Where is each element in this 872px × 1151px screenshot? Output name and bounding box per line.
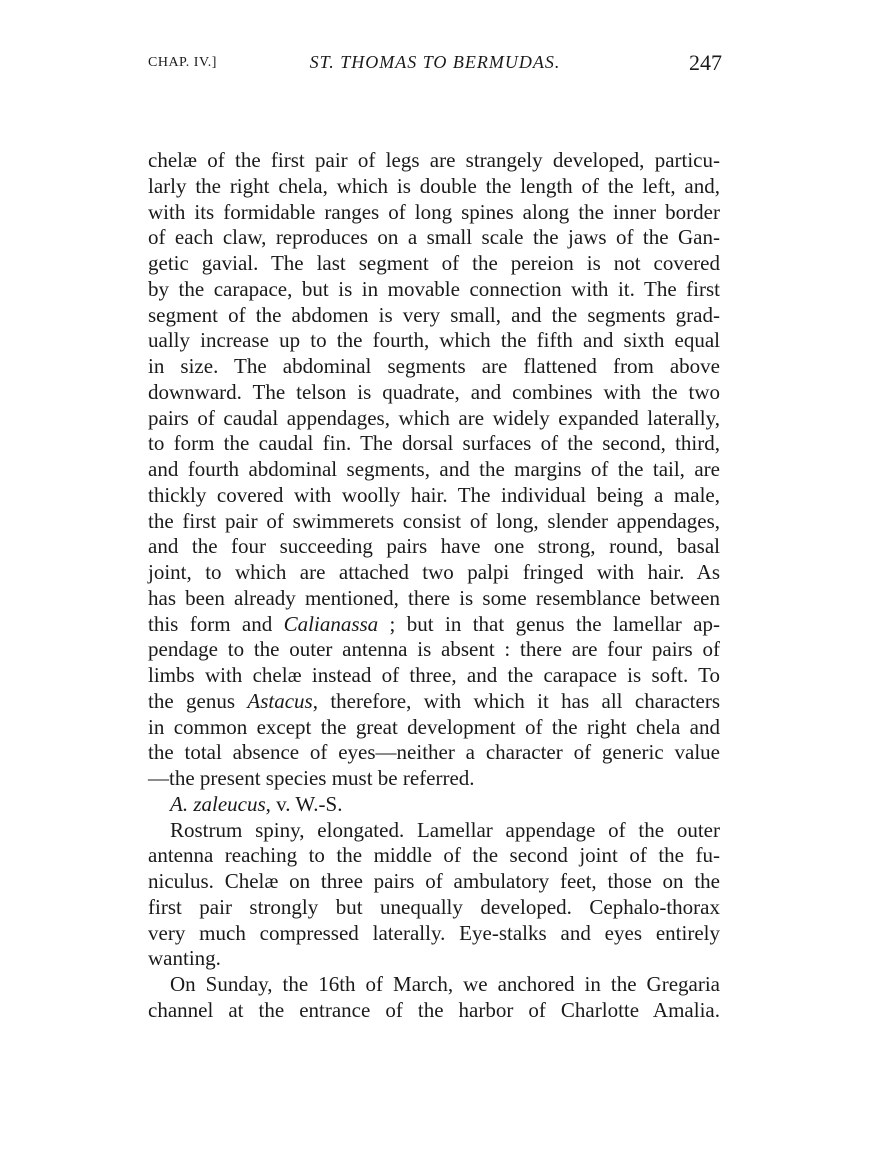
text-line [148, 663, 720, 689]
text-segment: limbs with chelæ instead of three, and the carapace is soft. To [148, 663, 720, 687]
text-line [148, 380, 720, 406]
text-segment: wanting. [148, 946, 221, 971]
text-segment: in common except the great development of the right chela and [148, 714, 720, 739]
italic-text: Calianassa [283, 611, 379, 636]
text-segment: channel at the entrance of the harbor of Charlotte Amalia. [148, 997, 720, 1022]
text-segment: niculus. Chelæ on three pairs of ambulatory feet, those on the [148, 869, 720, 893]
text-segment: —the present species must be referred. [148, 766, 475, 790]
italic-text: Astacus [247, 688, 313, 713]
text-line [148, 534, 720, 560]
text-line [148, 637, 720, 663]
text-segment: and fourth abdominal segments, and the margins of the tail, are [148, 457, 720, 481]
text-segment: ; but in that genus the lamellar ap- [378, 611, 721, 636]
text-segment: and the four succeeding pairs have one strong, round, basal [148, 534, 720, 559]
text-segment: , therefore, with which it has all characters [312, 688, 720, 713]
text-line [148, 560, 720, 586]
text-segment: thickly covered with woolly hair. The individual being a male, [148, 482, 720, 507]
text-segment: joint, to which are attached two palpi fringed with hair. As [148, 560, 720, 584]
text-line [148, 869, 720, 895]
text-line [148, 200, 720, 226]
text-line [148, 612, 720, 638]
text-line [148, 586, 720, 612]
chapter-label: CHAP. IV.] [148, 55, 217, 70]
text-segment: very much compressed laterally. Eye-stalks and eyes entirely [148, 920, 720, 945]
text-line [148, 251, 720, 277]
text-line [148, 509, 720, 535]
text-line [148, 483, 720, 509]
text-segment: larly the right chela, which is double the length of the left, and, [148, 173, 720, 198]
text-line [148, 998, 720, 1024]
body-text [148, 148, 720, 1024]
text-line [148, 895, 720, 921]
text-segment: with its formidable ranges of long spines along the inner border [148, 199, 720, 224]
running-title: ST. THOMAS TO BERMUDAS. [309, 52, 561, 72]
text-segment: first pair strongly but unequally developed. Cephalo-thorax [148, 894, 720, 919]
text-segment: getic gavial. The last segment of the pereion is not covered [148, 251, 720, 275]
text-line [148, 946, 720, 972]
text-line [148, 843, 720, 869]
text-line [148, 792, 720, 818]
text-line [148, 715, 720, 741]
text-segment: segment of the abdomen is very small, and the segments grad- [148, 302, 720, 327]
text-segment: Rostrum spiny, elongated. Lamellar appendage of the outer [170, 817, 720, 842]
text-line [148, 148, 720, 174]
text-segment: has been already mentioned, there is some resemblance between [148, 585, 720, 610]
text-segment: of each claw, reproduces on a small scale the jaws of the Gan- [148, 225, 720, 250]
running-header [148, 52, 722, 78]
text-segment: this form and [148, 611, 284, 636]
text-segment: pairs of caudal appendages, which are widely expanded laterally, [148, 405, 720, 430]
text-segment: the first pair of swimmerets consist of long, slender appendages, [148, 508, 720, 533]
italic-text: A. zaleucus [170, 791, 266, 816]
text-segment: pendage to the outer antenna is absent : there are four pairs of [148, 637, 720, 662]
text-segment: antenna reaching to the middle of the second joint of the fu- [148, 843, 720, 868]
text-line [148, 766, 720, 792]
text-line [148, 921, 720, 947]
text-segment: in size. The abdominal segments are flattened from above [148, 354, 720, 378]
text-line [148, 431, 720, 457]
text-segment: ually increase up to the fourth, which the fifth and sixth equal [148, 328, 720, 353]
text-line [148, 457, 720, 483]
text-line [148, 406, 720, 432]
text-line [148, 818, 720, 844]
text-line [148, 354, 720, 380]
text-line [148, 740, 720, 766]
text-line [148, 328, 720, 354]
text-line [148, 277, 720, 303]
text-segment: On Sunday, the 16th of March, we anchored in the Gregaria [170, 972, 720, 996]
text-segment: , v. W.-S. [265, 791, 343, 816]
text-segment: to form the caudal fin. The dorsal surfaces of the second, third, [148, 431, 720, 456]
text-line [148, 174, 720, 200]
text-segment: chelæ of the first pair of legs are strangely developed, particu- [148, 148, 720, 172]
text-segment: the total absence of eyes—neither a character of generic value [148, 740, 720, 765]
text-line [148, 225, 720, 251]
text-segment: by the carapace, but is in movable connection with it. The first [148, 276, 720, 301]
page-number: 247 [689, 50, 722, 75]
text-line [148, 972, 720, 998]
text-line [148, 689, 720, 715]
text-line [148, 303, 720, 329]
text-segment: downward. The telson is quadrate, and combines with the two [148, 379, 720, 404]
text-segment: the genus [148, 688, 248, 713]
